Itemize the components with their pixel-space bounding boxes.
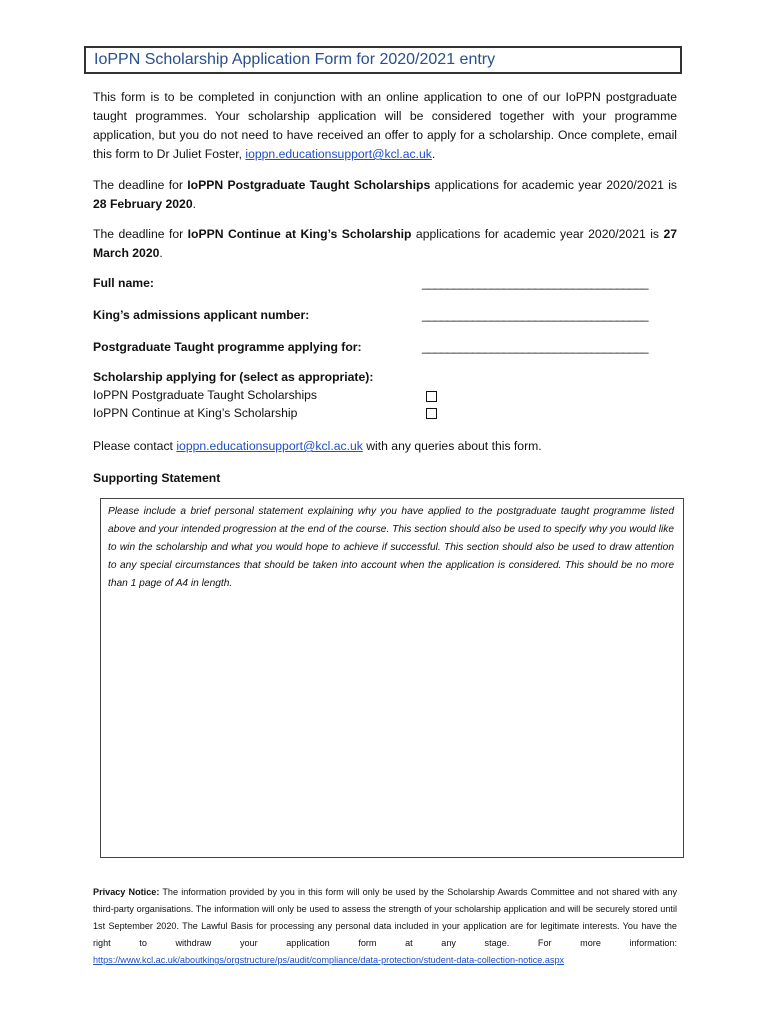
full-name-row bbox=[93, 276, 677, 290]
deadline-cak-date: 27 March 2020 bbox=[93, 227, 678, 260]
deadline-cak-paragraph bbox=[93, 225, 677, 263]
deadline-pgt-name: IoPPN Postgraduate Taught Scholarships bbox=[187, 178, 431, 192]
deadline-cak-name: IoPPN Continue at King’s Scholarship bbox=[187, 227, 412, 241]
deadline-cak-end: . bbox=[159, 246, 163, 260]
title-box bbox=[84, 46, 682, 74]
privacy-notice bbox=[93, 884, 677, 969]
intro-paragraph bbox=[93, 88, 677, 164]
privacy-label: Privacy Notice: bbox=[93, 887, 160, 897]
option-pgt-checkbox[interactable] bbox=[426, 391, 437, 402]
option-cak-checkbox[interactable] bbox=[426, 408, 437, 419]
deadline-pgt-mid: applications for academic year 2020/2021 is bbox=[430, 178, 677, 192]
deadline-pgt-end: . bbox=[192, 197, 196, 211]
deadline-cak-mid: applications for academic year 2020/2021 is bbox=[411, 227, 664, 241]
supporting-heading: Supporting Statement bbox=[93, 471, 221, 485]
supporting-statement-box[interactable] bbox=[100, 498, 684, 858]
scholarship-heading: Scholarship applying for (select as appropriate): bbox=[93, 370, 374, 384]
option-cak-label: IoPPN Continue at King’s Scholarship bbox=[93, 406, 298, 420]
contact-post: with any queries about this form. bbox=[362, 439, 542, 453]
intro-end: . bbox=[431, 147, 436, 161]
intro-email-link[interactable]: ioppn.educationsupport@kcl.ac.uk bbox=[245, 147, 432, 161]
privacy-link[interactable]: https://www.kcl.ac.uk/aboutkings/orgstructure/ps/audit/compliance/data-protection/student-data-collection-notice.aspx bbox=[93, 955, 565, 965]
contact-pre: Please contact bbox=[93, 439, 177, 453]
applicant-number-field[interactable]: ____________________________________ bbox=[422, 308, 649, 322]
option-pgt-label: IoPPN Postgraduate Taught Scholarships bbox=[93, 388, 318, 402]
privacy-text: The information provided by you in this form will only be used by the Scholarship Awards Committee and not shared with any third-party organisations. The information will only be used to assess the strength of your scholarship application and will be securely stored until 1st September 2020. The Lawful Basis for processing any personal data included in your application are for legitimate interests. You have the right to withdraw your application form at any stage. For more information: bbox=[93, 887, 677, 948]
intro-text: This form is to be completed in conjunction with an online application to one of our IoPPN postgraduate taught programmes. Your scholarship application will be considered together with your programme application, but you do not need to have received an offer to apply for a scholarship. Once complete, email this form to Dr Juliet Foster, bbox=[93, 90, 677, 161]
full-name-label: Full name: bbox=[93, 276, 154, 290]
full-name-field[interactable]: ____________________________________ bbox=[422, 276, 649, 290]
deadline-pgt-paragraph bbox=[93, 176, 677, 214]
programme-label: Postgraduate Taught programme applying for: bbox=[93, 340, 362, 354]
programme-row bbox=[93, 340, 677, 354]
programme-field[interactable]: ____________________________________ bbox=[422, 340, 649, 354]
supporting-instructions: Please include a brief personal statement explaining why you have applied to the postgraduate taught programme listed above and your intended progression at the end of the course. This section should also be used to specify why you would like to win the scholarship and what you would hope to achieve if successful. This section should also be used to draw attention to any special circumstances that should be taken into account when the application is considered. This should be no more than 1 page of A4 in length. bbox=[108, 506, 674, 589]
contact-line bbox=[93, 439, 542, 453]
contact-email-link[interactable]: ioppn.educationsupport@kcl.ac.uk bbox=[176, 439, 363, 453]
deadline-cak-pre: The deadline for bbox=[93, 227, 188, 241]
deadline-pgt-date: 28 February 2020 bbox=[93, 197, 193, 211]
page-title: IoPPN Scholarship Application Form for 2020/2021 entry bbox=[94, 51, 496, 68]
applicant-number-row bbox=[93, 308, 677, 322]
applicant-number-label: King’s admissions applicant number: bbox=[93, 308, 310, 322]
deadline-pgt-pre: The deadline for bbox=[93, 178, 188, 192]
